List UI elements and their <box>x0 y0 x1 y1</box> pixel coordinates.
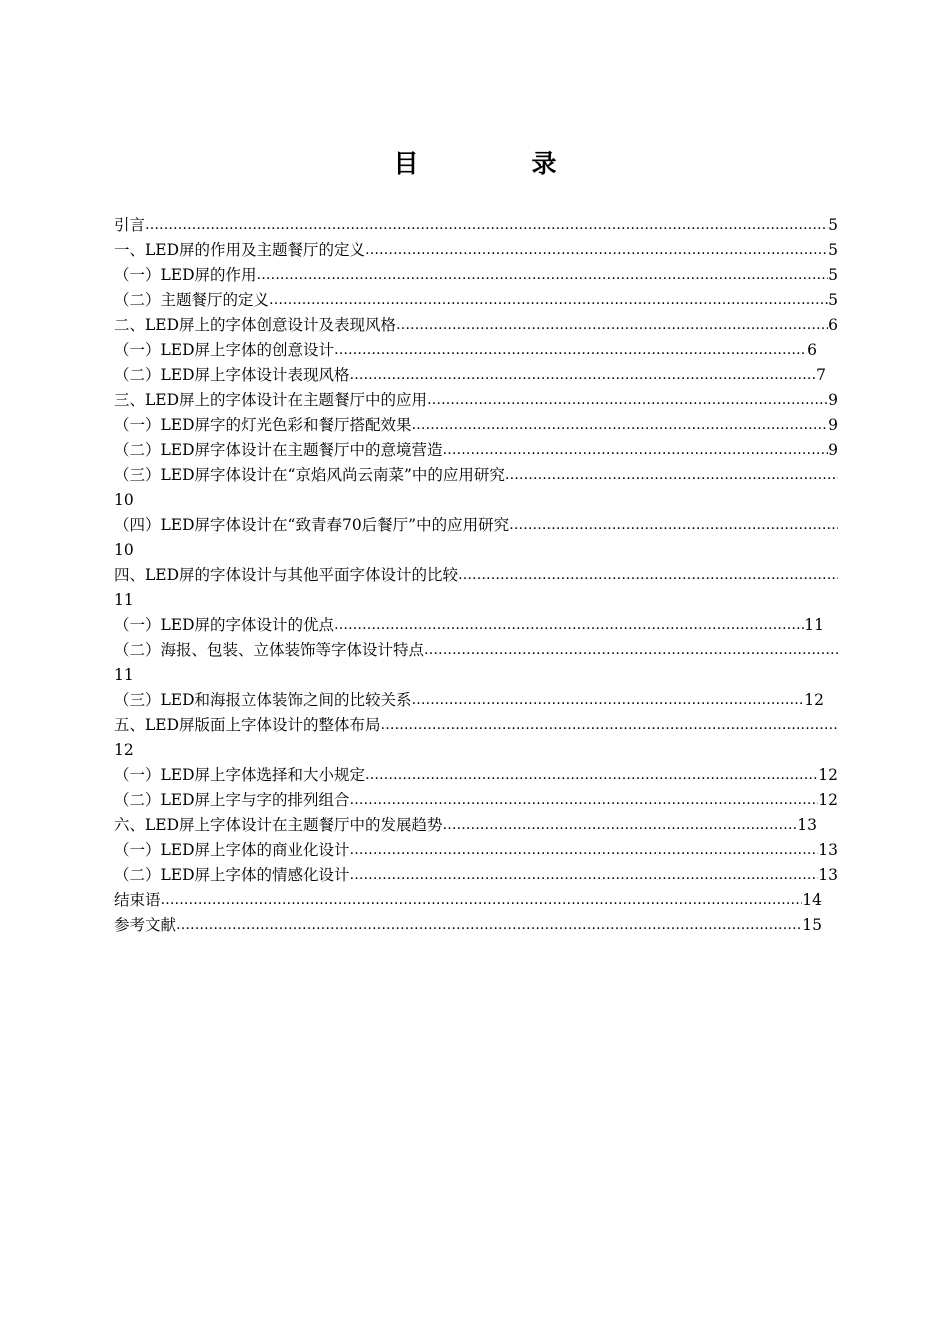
toc-entry[interactable] <box>114 638 838 663</box>
toc-leader-dots <box>334 613 804 638</box>
toc-entry-page: 11 <box>114 591 134 609</box>
toc-entry-label: （四）LED屏字体设计在“致青春70后餐厅”中的应用研究 <box>114 516 510 534</box>
toc-entry-label: 三、LED屏上的字体设计在主题餐厅中的应用 <box>114 391 428 409</box>
toc-entry-label: （一）LED屏的字体设计的优点 <box>114 616 335 634</box>
toc-leader-dots <box>458 563 838 588</box>
toc-leader-dots <box>427 388 828 413</box>
toc-leader-dots <box>334 338 807 363</box>
toc-leader-dots <box>443 438 829 463</box>
toc-entry[interactable] <box>114 238 838 263</box>
toc-leader-dots <box>509 513 838 538</box>
toc-entry-label: （二）LED屏上字体的情感化设计 <box>114 866 350 884</box>
toc-entry-label: （一）LED屏上字体的商业化设计 <box>114 841 350 859</box>
toc-entry-page: 5 <box>828 291 838 309</box>
toc-entry-page: 15 <box>802 916 822 934</box>
toc-leader-dots <box>443 813 798 838</box>
toc-leader-dots <box>365 763 818 788</box>
toc-entry[interactable] <box>114 613 824 638</box>
toc-entry-label: （一）LED屏的作用 <box>114 266 257 284</box>
toc-entry[interactable] <box>114 438 838 463</box>
toc-entry[interactable] <box>114 763 838 788</box>
toc-entry-label: （一）LED屏字的灯光色彩和餐厅搭配效果 <box>114 416 412 434</box>
toc-entry-page: 10 <box>114 541 134 559</box>
toc-leader-dots <box>396 313 828 338</box>
toc-leader-dots <box>350 863 819 888</box>
toc-entry[interactable] <box>114 913 822 938</box>
toc-entry[interactable] <box>114 263 838 288</box>
toc-entry-page: 10 <box>114 491 134 509</box>
toc-leader-dots <box>412 413 829 438</box>
toc-entry-page: 11 <box>114 666 134 684</box>
toc-entry-page: 5 <box>828 266 838 284</box>
toc-leader-dots <box>269 288 828 313</box>
toc-entry-label: 引言 <box>114 216 146 234</box>
toc-entry-label: （三）LED和海报立体装饰之间的比较关系 <box>114 691 412 709</box>
toc-entry-page: 5 <box>828 216 838 234</box>
toc-entry-page: 13 <box>797 816 817 834</box>
toc-entry-page: 9 <box>828 416 838 434</box>
toc-entry-label: （二）主题餐厅的定义 <box>114 291 270 309</box>
toc-leader-dots <box>350 363 817 388</box>
toc-entry-page: 6 <box>828 316 838 334</box>
toc-leader-dots <box>424 638 838 663</box>
toc-entry-page: 13 <box>818 841 838 859</box>
toc-entry-label: 四、LED屏的字体设计与其他平面字体设计的比较 <box>114 566 459 584</box>
toc-entry-label: （二）LED屏上字体设计表现风格 <box>114 366 350 384</box>
toc-entry[interactable] <box>114 863 838 888</box>
toc-entry-page: 9 <box>828 391 838 409</box>
toc-entry-page: 9 <box>828 441 838 459</box>
toc-entry-label: 五、LED屏版面上字体设计的整体布局 <box>114 716 381 734</box>
toc-entry-label: 二、LED屏上的字体创意设计及表现风格 <box>114 316 397 334</box>
toc-entry-label: 参考文献 <box>114 916 177 934</box>
toc-entry[interactable] <box>114 213 838 238</box>
toc-entry-label: 一、LED屏的作用及主题餐厅的定义 <box>114 241 366 259</box>
toc-entry-label: （二）海报、包装、立体装饰等字体设计特点 <box>114 641 425 659</box>
toc-entry[interactable] <box>114 463 838 488</box>
toc-leader-dots <box>381 713 838 738</box>
toc-entry-label: （一）LED屏上字体选择和大小规定 <box>114 766 366 784</box>
toc-entry[interactable] <box>114 838 838 863</box>
toc-entry-page: 6 <box>807 341 817 359</box>
page-title: 目 录 <box>393 149 601 178</box>
toc-entry[interactable] <box>114 363 826 388</box>
toc-leader-dots <box>412 688 805 713</box>
toc-entry-page: 12 <box>114 741 134 759</box>
toc-leader-dots <box>161 888 803 913</box>
toc-leader-dots <box>176 913 802 938</box>
toc-leader-dots <box>505 463 838 488</box>
toc-entry[interactable] <box>114 513 838 538</box>
toc-entry[interactable] <box>114 413 838 438</box>
toc-entry[interactable] <box>114 388 838 413</box>
toc-entry-page: 7 <box>816 366 826 384</box>
toc-entry-page: 12 <box>818 791 838 809</box>
toc-entry[interactable] <box>114 338 817 363</box>
toc-entry-label: 六、LED屏上字体设计在主题餐厅中的发展趋势 <box>114 816 443 834</box>
toc-entry-label: （二）LED屏上字与字的排列组合 <box>114 791 350 809</box>
toc-entry[interactable] <box>114 688 824 713</box>
toc-leader-dots <box>350 838 819 863</box>
toc-entry-page: 5 <box>828 241 838 259</box>
toc-entry[interactable] <box>114 563 838 588</box>
toc-entry-page: 11 <box>804 616 824 634</box>
table-of-contents <box>114 213 838 938</box>
toc-entry-page: 14 <box>802 891 822 909</box>
toc-leader-dots <box>365 238 828 263</box>
toc-leader-dots <box>350 788 819 813</box>
toc-entry[interactable] <box>114 888 822 913</box>
toc-entry-label: （一）LED屏上字体的创意设计 <box>114 341 335 359</box>
toc-entry[interactable] <box>114 713 838 738</box>
toc-leader-dots <box>145 213 828 238</box>
toc-entry[interactable] <box>114 313 838 338</box>
toc-entry[interactable] <box>114 813 817 838</box>
toc-entry-label: （二）LED屏字体设计在主题餐厅中的意境营造 <box>114 441 443 459</box>
toc-leader-dots <box>257 263 829 288</box>
toc-entry-page: 12 <box>804 691 824 709</box>
toc-entry-label: （三）LED屏字体设计在“京焰风尚云南菜”中的应用研究 <box>114 466 505 484</box>
toc-entry-label: 结束语 <box>114 891 161 909</box>
toc-entry[interactable] <box>114 288 838 313</box>
toc-entry[interactable] <box>114 788 838 813</box>
toc-entry-page: 12 <box>818 766 838 784</box>
toc-entry-page: 13 <box>818 866 838 884</box>
